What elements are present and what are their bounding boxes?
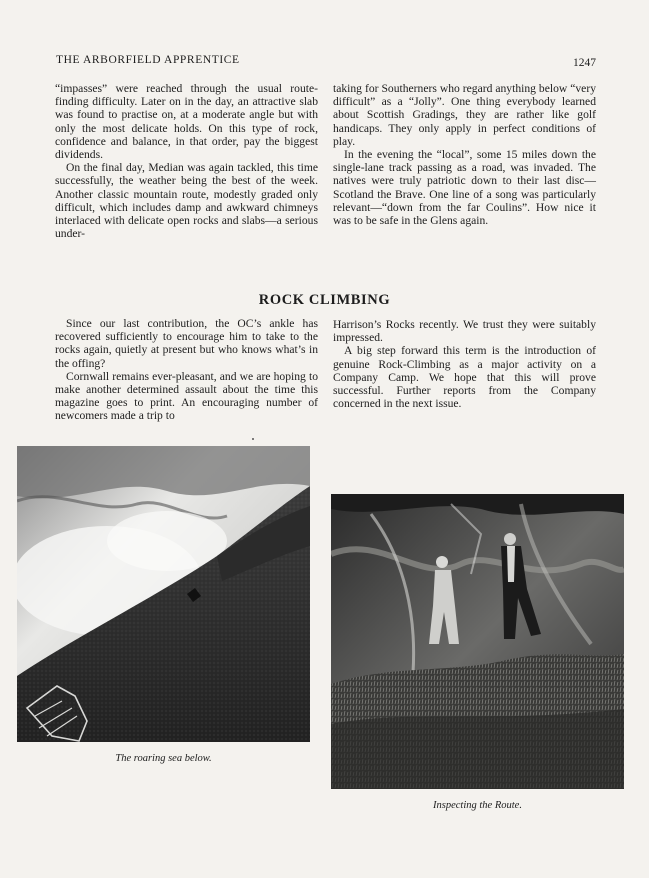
running-title: THE ARBORFIELD APPRENTICE: [56, 54, 240, 66]
paragraph: “impasses” were reached through the usual route-finding difficulty. Later on in the day, an attractive slab was found to practise on, at a moderate angle but with only the most delicate holds. On this type of rock, confidence and balance, in that order, pay the biggest dividends.: [55, 82, 318, 162]
paragraph: Harrison’s Rocks recently. We trust they were suitably impressed.: [333, 318, 596, 345]
section-right-column: [333, 318, 596, 410]
paragraph: In the evening the “local”, some 15 miles down the single-lane track passing as a road, was invaded. The natives were truly patriotic down to their last disc—Scotland the Brave. One line of a song was particularly relevant—“down from the far Coulins”. How nice it was to be safe in the Glens again.: [333, 148, 596, 228]
article-top-right-column: [333, 82, 596, 227]
photo-sea-image: [17, 446, 310, 742]
section-heading: ROCK CLIMBING: [258, 292, 391, 308]
article-top-left-column: [55, 82, 318, 240]
print-speck: [252, 438, 254, 440]
section-left-column: [55, 317, 318, 423]
paragraph: taking for Southerners who regard anything below “very difficult” as a “Jolly”. One thing everybody learned about Scottish Gradings, they are rather like golf handicaps. They only apply in perfect conditions of play.: [333, 82, 596, 148]
paragraph: On the final day, Median was again tackled, this time successfully, the weather being the best of the week. Another classic mountain route, modestly graded only difficult, which includes damp and awkward chimneys interlaced with delicate open rocks and slabs—a serious under-: [55, 161, 318, 241]
photo-roaring-sea: [17, 446, 310, 742]
photo-caption: The roaring sea below.: [115, 753, 212, 764]
photo-inspecting-route: [331, 494, 624, 789]
photo-caption: Inspecting the Route.: [433, 800, 522, 811]
paragraph: Cornwall remains ever-pleasant, and we are hoping to make another determined assault about the time this magazine goes to print. An encouraging number of newcomers made a trip to: [55, 369, 318, 423]
paragraph: Since our last contribution, the OC’s ankle has recovered sufficiently to encourage him to take to the rocks again, quietly at present but who knows what’s in the offing?: [55, 317, 318, 370]
paragraph: A big step forward this term is the introduction of genuine Rock-Climbing as a major activity on a Company Camp. We hope that this will prove successful. Further reports from the Company concerned in the next issue.: [333, 344, 596, 411]
page-number: 1247: [573, 57, 596, 69]
photo-route-image: [331, 494, 624, 789]
